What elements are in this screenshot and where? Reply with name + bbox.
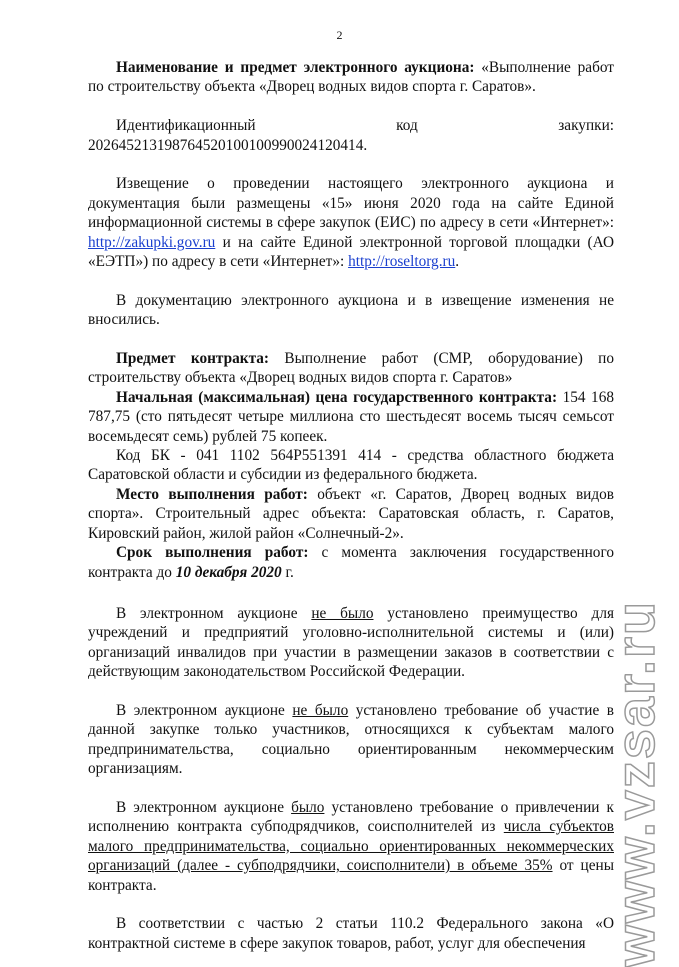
small-business-requirement-paragraph: В электронном аукционе не было установлено требование об участие в данной закупке только участников, относящихся к субъектам малого предпринимательства, социально ориентированным некоммерческим организациям.	[88, 701, 614, 778]
procurement-id-number: 202645213198764520100100990024120414.	[88, 136, 368, 154]
document-body	[88, 58, 614, 953]
advantage-paragraph: В электронном аукционе не было установлено преимущество для учреждений и предприятий уголовно-исполнительной системы и (или) организаций инвалидов при участии в размещении заказов в соответствии с действующим законодательством Российской Федерации.	[88, 604, 614, 681]
page-number: 2	[336, 28, 343, 42]
work-term-paragraph: Срок выполнения работ: с момента заключения государственного контракта до 10 декабря 2020 г.	[88, 544, 615, 581]
budget-code-paragraph: Код БК - 041 1102 564Р551391 414 - средства областного бюджета Саратовской области и субсидии из федерального бюджета.	[88, 447, 614, 484]
notice-paragraph: Извещение о проведении настоящего электронного аукциона и документация были размещены «15» июня 2020 года на сайте Единой информационной системы в сфере закупок (ЕИС) по адресу в сети «Интернет»: http://zakupki.gov.ru и на сайте Единой электронной торговой площадки (АО «ЕЭТП») по адресу в сети «Интернет»: http://roseltorg.ru.	[88, 175, 614, 271]
law-paragraph: В соответствии с частью 2 статьи 110.2 Федерального закона «О контрактной системе в сфере закупок товаров, работ, услуг для обеспечения	[88, 915, 614, 952]
auction-name-paragraph: Наименование и предмет электронного аукциона: «Выполнение работ по строительству объекта «Дворец водных видов спорта г. Саратов».	[88, 59, 614, 96]
site-watermark: www.vzsar.ru	[606, 600, 666, 967]
roseltorg-link[interactable]: http://roseltorg.ru	[348, 253, 456, 271]
no-changes-paragraph: В документацию электронного аукциона и в извещение изменения не вносились.	[88, 291, 614, 329]
deadline-date: 10 декабря 2020	[175, 563, 282, 581]
contract-subject-paragraph: Предмет контракта: Выполнение работ (СМР, оборудование) по строительству объекта «Дворец водных видов спорта г. Саратов»	[88, 350, 614, 387]
subcontractor-requirement-paragraph: В электронном аукционе было установлено требование о привлечении к исполнению контракта субподрядчиков, соисполнителей из числа субъектов малого предпринимательства, социально ориентированных некоммерческих организаций (далее - субподрядчики, соисполнители) в объеме 35% от цены контракта.	[88, 798, 614, 894]
zakupki-link[interactable]: http://zakupki.gov.ru	[88, 233, 216, 251]
procurement-id-block: Идентификационный код закупки: 202645213198764520100100990024120414.	[88, 117, 614, 154]
work-place-paragraph: Место выполнения работ: объект «г. Саратов, Дворец водных видов спорта». Строительный адрес объекта: Саратовская область, г. Саратов, Кировский район, жилой район «Солнечный-2».	[88, 485, 615, 542]
auction-name-label: Наименование и предмет электронного аукциона:	[116, 59, 475, 76]
initial-price-paragraph: Начальная (максимальная) цена государственного контракта: 154 168 787,75 (сто пятьдесят четыре миллиона сто шестьдесят восемь тысяч семьсот восемьдесят семь) рублей 75 копеек.	[88, 388, 614, 445]
